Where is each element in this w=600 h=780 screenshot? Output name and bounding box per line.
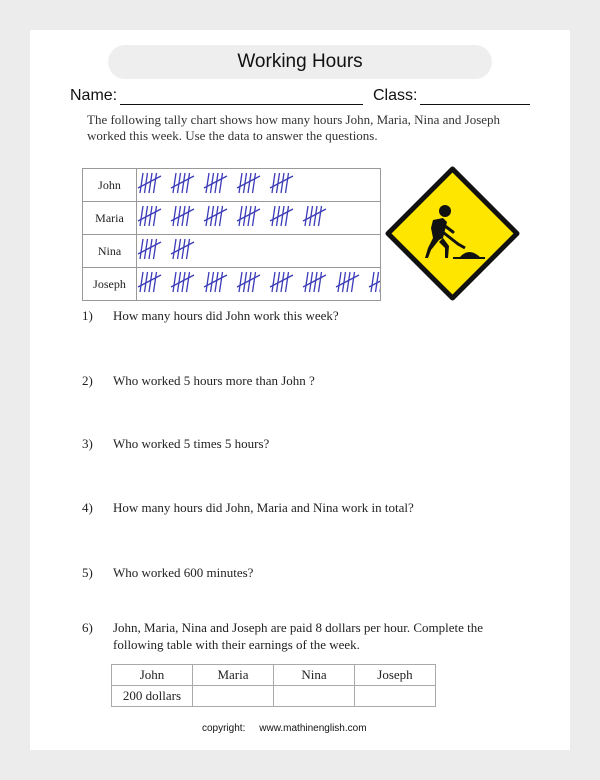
tally-stroke <box>140 272 143 292</box>
tally-stroke <box>319 272 322 292</box>
tally-stroke <box>187 206 190 226</box>
tally-name: Joseph <box>83 268 137 301</box>
tally-stroke <box>248 173 251 193</box>
tally-stroke <box>253 173 256 193</box>
tally-stroke <box>248 206 251 226</box>
tally-stroke <box>314 206 317 226</box>
worksheet-title: Working Hours <box>108 45 492 79</box>
tally-stroke <box>173 239 176 259</box>
tally-stroke <box>220 272 223 292</box>
road-work-sign-icon <box>385 166 520 301</box>
tally-row <box>83 268 381 301</box>
earnings-header: Maria <box>193 665 274 686</box>
tally-stroke <box>182 239 185 259</box>
earnings-header: Joseph <box>355 665 436 686</box>
tally-stroke <box>352 272 355 292</box>
tally-stroke <box>371 272 374 292</box>
tally-marks <box>137 202 380 230</box>
question-text: Who worked 5 hours more than John ? <box>113 373 315 388</box>
tally-stroke <box>220 173 223 193</box>
tally-stroke <box>220 206 223 226</box>
name-blank[interactable] <box>120 104 363 105</box>
tally-stroke <box>149 272 152 292</box>
earnings-cell[interactable] <box>193 686 274 707</box>
tally-stroke <box>215 173 218 193</box>
question-text: John, Maria, Nina and Joseph are paid 8 dollars per hour. Complete the following table with their earnings of the week. <box>113 620 484 652</box>
tally-stroke <box>182 173 185 193</box>
class-blank[interactable] <box>420 104 530 105</box>
tally-name: John <box>83 169 137 202</box>
tally-stroke <box>149 206 152 226</box>
worksheet <box>30 30 570 750</box>
tally-stroke <box>319 206 322 226</box>
tally-stroke <box>173 272 176 292</box>
question-text: How many hours did John, Maria and Nina work in total? <box>113 500 414 515</box>
tally-stroke <box>338 272 341 292</box>
question-number: 5) <box>82 565 93 580</box>
tally-row <box>83 169 381 202</box>
tally-stroke <box>149 239 152 259</box>
intro-text: The following tally chart shows how many hours John, Maria, Nina and Joseph worked this week. Use the data to answer the questions. <box>87 112 501 143</box>
question-number: 6) <box>82 620 93 635</box>
tally-stroke <box>305 206 308 226</box>
tally-name: Nina <box>83 235 137 268</box>
tally-marks <box>137 169 380 197</box>
earnings-header: John <box>112 665 193 686</box>
earnings-table <box>111 664 436 707</box>
tally-stroke <box>305 272 308 292</box>
tally-row <box>83 235 381 268</box>
tally-stroke <box>154 239 157 259</box>
tally-stroke <box>206 173 209 193</box>
question-text: Who worked 600 minutes? <box>113 565 254 580</box>
earnings-cell[interactable] <box>274 686 355 707</box>
question-number: 4) <box>82 500 93 515</box>
tally-stroke <box>347 272 350 292</box>
tally-stroke <box>182 272 185 292</box>
tally-stroke <box>149 173 152 193</box>
tally-stroke <box>272 173 275 193</box>
tally-stroke <box>187 173 190 193</box>
tally-marks <box>137 235 380 263</box>
question-number: 1) <box>82 308 93 323</box>
tally-stroke <box>173 206 176 226</box>
tally-stroke <box>140 173 143 193</box>
tally-stroke <box>215 272 218 292</box>
tally-stroke <box>281 206 284 226</box>
tally-stroke <box>281 173 284 193</box>
tally-stroke <box>140 239 143 259</box>
question-text: How many hours did John work this week? <box>113 308 339 323</box>
earnings-cell: 200 dollars <box>112 686 193 707</box>
tally-stroke <box>154 173 157 193</box>
tally-stroke <box>182 206 185 226</box>
copyright-url[interactable]: www.mathinenglish.com <box>259 723 367 734</box>
tally-stroke <box>154 206 157 226</box>
tally-stroke <box>239 173 242 193</box>
tally-stroke <box>286 173 289 193</box>
tally-stroke <box>253 206 256 226</box>
question-number: 3) <box>82 436 93 451</box>
earnings-cell[interactable] <box>355 686 436 707</box>
tally-stroke <box>206 206 209 226</box>
question-text: Who worked 5 times 5 hours? <box>113 436 270 451</box>
tally-stroke <box>173 173 176 193</box>
tally-stroke <box>253 272 256 292</box>
tally-row <box>83 202 381 235</box>
copyright-label: copyright: <box>202 723 246 734</box>
tally-stroke <box>206 272 209 292</box>
tally-stroke <box>286 272 289 292</box>
tally-stroke <box>140 206 143 226</box>
tally-stroke <box>286 206 289 226</box>
tally-stroke <box>314 272 317 292</box>
tally-stroke <box>187 272 190 292</box>
tally-stroke <box>272 206 275 226</box>
tally-stroke <box>248 272 251 292</box>
class-label: Class: <box>373 87 418 104</box>
tally-stroke <box>281 272 284 292</box>
copyright-footer <box>202 723 367 734</box>
tally-marks <box>137 268 380 296</box>
earnings-header: Nina <box>274 665 355 686</box>
name-class-row <box>70 87 530 111</box>
tally-stroke <box>154 272 157 292</box>
question-number: 2) <box>82 373 93 388</box>
tally-stroke <box>272 272 275 292</box>
tally-chart <box>82 168 381 301</box>
tally-stroke <box>239 272 242 292</box>
tally-name: Maria <box>83 202 137 235</box>
name-label: Name: <box>70 87 118 104</box>
tally-stroke <box>187 239 190 259</box>
tally-stroke <box>239 206 242 226</box>
tally-stroke <box>215 206 218 226</box>
